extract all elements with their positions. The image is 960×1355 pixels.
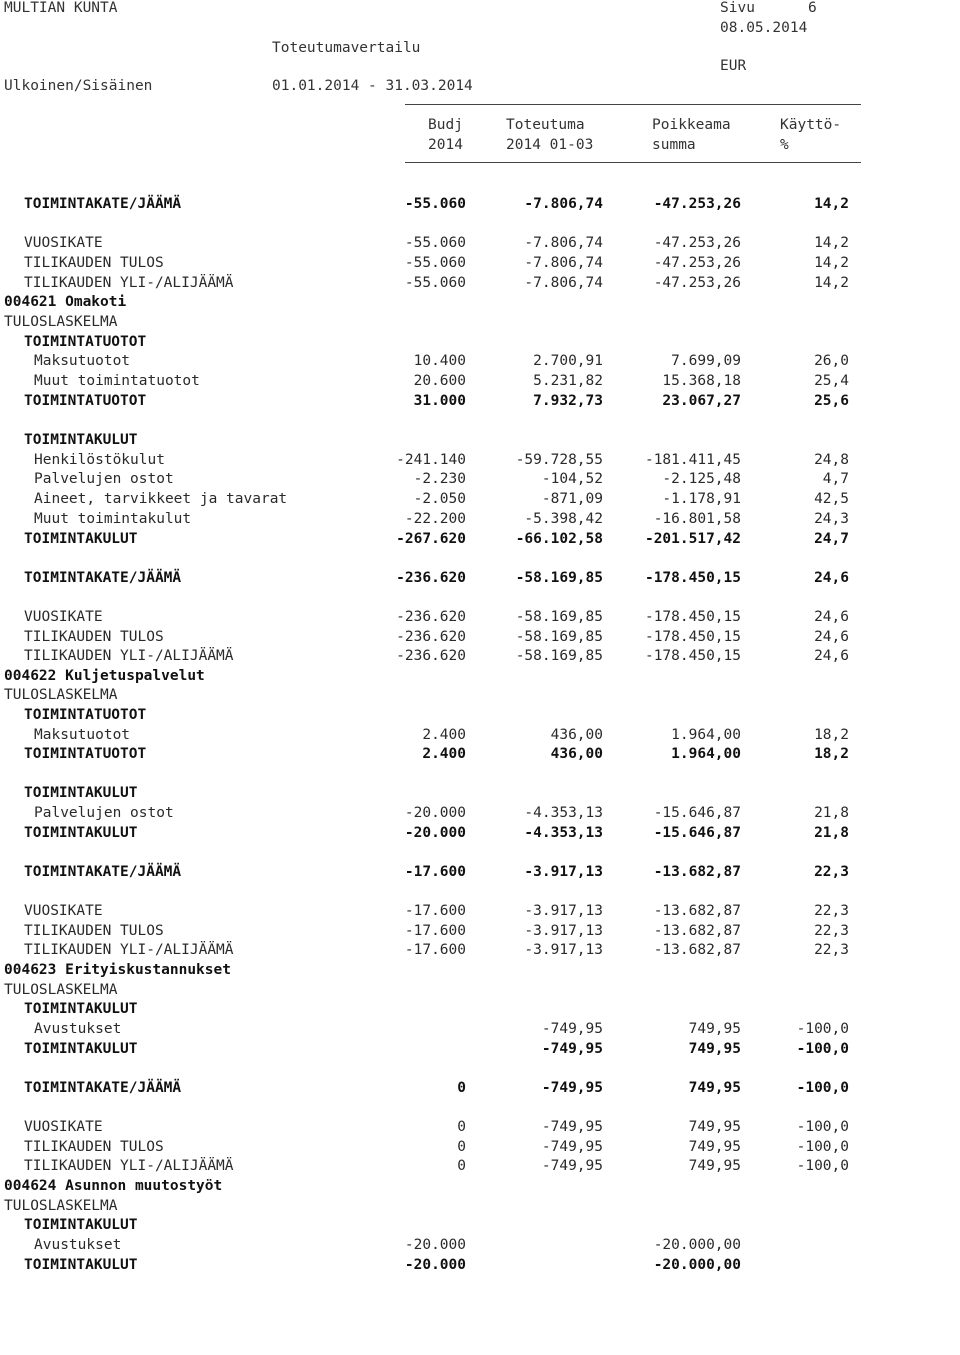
row-label: TOIMINTATUOTOT <box>24 707 147 723</box>
table-row <box>0 332 960 352</box>
row-label: 004622 Kuljetuspalvelut <box>4 668 205 684</box>
table-row <box>0 862 960 882</box>
cell-variance: 7.699,09 <box>671 353 741 369</box>
cell-actual: -5.398,42 <box>524 511 603 527</box>
cell-budget: -236.620 <box>396 570 466 586</box>
row-label: VUOSIKATE <box>24 235 103 251</box>
row-label: Aineet, tarvikkeet ja tavarat <box>34 491 288 507</box>
cell-budget: -236.620 <box>396 609 466 625</box>
cell-variance: -178.450,15 <box>644 609 741 625</box>
table-row <box>0 1255 960 1275</box>
column-header-usage: Käyttö- <box>780 117 842 133</box>
row-label: TOIMINTATUOTOT <box>24 334 147 350</box>
municipality-name: MULTIAN KUNTA <box>4 0 118 16</box>
cell-usage-pct: 14,2 <box>814 255 849 271</box>
cell-actual: -58.169,85 <box>515 629 603 645</box>
cell-budget: 0 <box>457 1119 466 1135</box>
table-row <box>0 940 960 960</box>
row-label: TILIKAUDEN TULOS <box>24 629 164 645</box>
cell-budget: -20.000 <box>404 1237 466 1253</box>
page-label: Sivu <box>720 0 755 16</box>
table-row <box>0 273 960 293</box>
cell-budget: -17.600 <box>404 923 466 939</box>
row-label: Maksutuotot <box>34 353 131 369</box>
cell-actual: -58.169,85 <box>515 609 603 625</box>
cell-usage-pct: 22,3 <box>814 903 849 919</box>
row-label: Palvelujen ostot <box>34 805 174 821</box>
cell-usage-pct: 14,2 <box>814 275 849 291</box>
row-label: TILIKAUDEN TULOS <box>24 255 164 271</box>
cell-usage-pct: 24,6 <box>814 609 849 625</box>
cell-budget: -20.000 <box>404 805 466 821</box>
cell-variance: 1.964,00 <box>671 727 741 743</box>
row-label: 004623 Erityiskustannukset <box>4 962 231 978</box>
table-row <box>0 233 960 253</box>
cell-budget: -17.600 <box>404 903 466 919</box>
table-row <box>0 627 960 647</box>
table-row <box>0 666 960 686</box>
row-label: TILIKAUDEN TULOS <box>24 1139 164 1155</box>
cell-budget: 0 <box>457 1080 466 1096</box>
cell-usage-pct: 4,7 <box>822 471 849 487</box>
row-label: VUOSIKATE <box>24 1119 103 1135</box>
row-label: VUOSIKATE <box>24 903 103 919</box>
cell-budget: -55.060 <box>404 255 466 271</box>
cell-usage-pct: 24,6 <box>814 629 849 645</box>
table-row <box>0 568 960 588</box>
table-row <box>0 529 960 549</box>
table-row <box>0 1156 960 1176</box>
cell-usage-pct: 26,0 <box>814 353 849 369</box>
cell-usage-pct: 21,8 <box>814 805 849 821</box>
table-row <box>0 783 960 803</box>
cell-usage-pct: -100,0 <box>796 1021 849 1037</box>
page-number: 6 <box>808 0 817 16</box>
table-row <box>0 960 960 980</box>
cell-variance: -20.000,00 <box>653 1257 741 1273</box>
row-label: TOIMINTAKULUT <box>24 531 138 547</box>
row-label: TILIKAUDEN YLI-/ALIJÄÄMÄ <box>24 648 234 664</box>
cell-actual: -58.169,85 <box>515 570 603 586</box>
table-row <box>0 253 960 273</box>
row-label: TOIMINTAKULUT <box>24 785 138 801</box>
cell-variance: -178.450,15 <box>644 629 741 645</box>
row-label: Maksutuotot <box>34 727 131 743</box>
cell-variance: -13.682,87 <box>653 942 741 958</box>
cell-actual: -749,95 <box>541 1119 603 1135</box>
table-row <box>0 509 960 529</box>
row-label: TOIMINTAKULUT <box>24 825 138 841</box>
column-header-actual: Toteutuma <box>506 117 585 133</box>
row-label: Avustukset <box>34 1237 122 1253</box>
cell-usage-pct: 22,3 <box>814 942 849 958</box>
table-row <box>0 450 960 470</box>
cell-budget: 2.400 <box>422 746 466 762</box>
cell-budget: -55.060 <box>404 275 466 291</box>
cell-variance: -13.682,87 <box>653 864 741 880</box>
cell-actual: -7.806,74 <box>524 275 603 291</box>
cell-usage-pct: -100,0 <box>796 1119 849 1135</box>
cell-variance: 749,95 <box>688 1080 741 1096</box>
cell-usage-pct: 24,6 <box>814 570 849 586</box>
row-label: TULOSLASKELMA <box>4 687 118 703</box>
cell-budget: -2.230 <box>413 471 466 487</box>
row-label: Muut toimintatuotot <box>34 373 200 389</box>
cell-actual: -4.353,13 <box>524 825 603 841</box>
cell-variance: 749,95 <box>688 1021 741 1037</box>
cell-actual: -7.806,74 <box>524 235 603 251</box>
cell-variance: 23.067,27 <box>662 393 741 409</box>
header-bottom-rule <box>405 162 861 163</box>
cell-usage-pct: 22,3 <box>814 923 849 939</box>
table-row <box>0 1196 960 1216</box>
cell-variance: -16.801,58 <box>653 511 741 527</box>
cell-variance: 1.964,00 <box>671 746 741 762</box>
row-label: TILIKAUDEN YLI-/ALIJÄÄMÄ <box>24 942 234 958</box>
column-header-budget-year: 2014 <box>428 137 463 153</box>
cell-usage-pct: -100,0 <box>796 1080 849 1096</box>
column-header-variance-sum: summa <box>652 137 696 153</box>
cell-usage-pct: 24,7 <box>814 531 849 547</box>
cell-variance: 749,95 <box>688 1139 741 1155</box>
cell-actual: -749,95 <box>541 1041 603 1057</box>
report-title: Toteutumavertailu <box>272 40 421 56</box>
table-row <box>0 705 960 725</box>
row-label: TOIMINTATUOTOT <box>24 746 147 762</box>
table-row <box>0 391 960 411</box>
cell-usage-pct: 14,2 <box>814 235 849 251</box>
table-row <box>0 607 960 627</box>
row-label: TULOSLASKELMA <box>4 982 118 998</box>
row-label: Avustukset <box>34 1021 122 1037</box>
cell-usage-pct: 21,8 <box>814 825 849 841</box>
cell-actual: -3.917,13 <box>524 942 603 958</box>
row-label: VUOSIKATE <box>24 609 103 625</box>
row-label: Palvelujen ostot <box>34 471 174 487</box>
row-label: TOIMINTAKATE/JÄÄMÄ <box>24 864 182 880</box>
cell-variance: -13.682,87 <box>653 903 741 919</box>
cell-usage-pct: 18,2 <box>814 746 849 762</box>
cell-actual: -3.917,13 <box>524 864 603 880</box>
row-label: 004621 Omakoti <box>4 294 127 310</box>
cell-usage-pct: 24,8 <box>814 452 849 468</box>
table-row <box>0 725 960 745</box>
cell-actual: -104,52 <box>541 471 603 487</box>
cell-actual: -749,95 <box>541 1158 603 1174</box>
cell-variance: -15.646,87 <box>653 825 741 841</box>
cell-budget: -236.620 <box>396 629 466 645</box>
cell-budget: -20.000 <box>404 1257 466 1273</box>
cell-variance: -13.682,87 <box>653 923 741 939</box>
cell-variance: -47.253,26 <box>653 196 741 212</box>
table-row <box>0 1039 960 1059</box>
cell-actual: 436,00 <box>550 727 603 743</box>
row-label: TOIMINTAKATE/JÄÄMÄ <box>24 196 182 212</box>
table-row <box>0 194 960 214</box>
currency-label: EUR <box>720 58 747 74</box>
header-top-rule <box>405 104 861 105</box>
cell-actual: -3.917,13 <box>524 923 603 939</box>
table-row <box>0 430 960 450</box>
cell-usage-pct: -100,0 <box>796 1041 849 1057</box>
cell-usage-pct: 22,3 <box>814 864 849 880</box>
cell-actual: 2.700,91 <box>533 353 603 369</box>
cell-variance: -2.125,48 <box>662 471 741 487</box>
report-scope: Ulkoinen/Sisäinen <box>4 78 153 94</box>
row-label: TILIKAUDEN YLI-/ALIJÄÄMÄ <box>24 1158 234 1174</box>
cell-budget: -17.600 <box>404 864 466 880</box>
row-label: TULOSLASKELMA <box>4 1198 118 1214</box>
row-label: TOIMINTAKULUT <box>24 1257 138 1273</box>
row-label: TOIMINTAKULUT <box>24 1041 138 1057</box>
cell-variance: -47.253,26 <box>653 235 741 251</box>
row-label: TOIMINTATUOTOT <box>24 393 147 409</box>
cell-usage-pct: 25,4 <box>814 373 849 389</box>
cell-actual: -749,95 <box>541 1021 603 1037</box>
cell-usage-pct: 18,2 <box>814 727 849 743</box>
row-label: TILIKAUDEN TULOS <box>24 923 164 939</box>
table-row <box>0 312 960 332</box>
table-row <box>0 823 960 843</box>
table-row <box>0 685 960 705</box>
cell-variance: -181.411,45 <box>644 452 741 468</box>
report-period: 01.01.2014 - 31.03.2014 <box>272 78 473 94</box>
cell-variance: 15.368,18 <box>662 373 741 389</box>
cell-variance: -47.253,26 <box>653 255 741 271</box>
cell-usage-pct: 24,3 <box>814 511 849 527</box>
table-row <box>0 921 960 941</box>
row-label: TOIMINTAKULUT <box>24 432 138 448</box>
table-row <box>0 980 960 1000</box>
cell-actual: -7.806,74 <box>524 255 603 271</box>
cell-budget: -22.200 <box>404 511 466 527</box>
cell-usage-pct: 24,6 <box>814 648 849 664</box>
cell-actual: 5.231,82 <box>533 373 603 389</box>
cell-budget: -17.600 <box>404 942 466 958</box>
cell-usage-pct: 14,2 <box>814 196 849 212</box>
row-label: TULOSLASKELMA <box>4 314 118 330</box>
cell-actual: -59.728,55 <box>515 452 603 468</box>
cell-budget: -55.060 <box>404 235 466 251</box>
cell-budget: -2.050 <box>413 491 466 507</box>
cell-actual: -871,09 <box>541 491 603 507</box>
cell-budget: -55.060 <box>404 196 466 212</box>
row-label: TOIMINTAKULUT <box>24 1001 138 1017</box>
cell-variance: 749,95 <box>688 1041 741 1057</box>
table-row <box>0 1019 960 1039</box>
row-label: Muut toimintakulut <box>34 511 192 527</box>
row-label: Henkilöstökulut <box>34 452 165 468</box>
cell-usage-pct: -100,0 <box>796 1139 849 1155</box>
cell-variance: 749,95 <box>688 1158 741 1174</box>
cell-budget: -267.620 <box>396 531 466 547</box>
cell-budget: 31.000 <box>413 393 466 409</box>
cell-actual: 436,00 <box>550 746 603 762</box>
cell-variance: -47.253,26 <box>653 275 741 291</box>
table-row <box>0 1137 960 1157</box>
cell-variance: -1.178,91 <box>662 491 741 507</box>
cell-variance: -178.450,15 <box>644 648 741 664</box>
cell-variance: 749,95 <box>688 1119 741 1135</box>
table-row <box>0 371 960 391</box>
table-row <box>0 1078 960 1098</box>
table-row <box>0 744 960 764</box>
cell-budget: 2.400 <box>422 727 466 743</box>
table-row <box>0 1117 960 1137</box>
cell-usage-pct: 25,6 <box>814 393 849 409</box>
print-date: 08.05.2014 <box>720 20 808 36</box>
column-header-variance: Poikkeama <box>652 117 731 133</box>
cell-actual: -58.169,85 <box>515 648 603 664</box>
cell-budget: -241.140 <box>396 452 466 468</box>
table-row <box>0 1215 960 1235</box>
table-row <box>0 999 960 1019</box>
table-row <box>0 292 960 312</box>
cell-usage-pct: 42,5 <box>814 491 849 507</box>
cell-actual: -749,95 <box>541 1080 603 1096</box>
cell-budget: -236.620 <box>396 648 466 664</box>
table-row <box>0 351 960 371</box>
cell-budget: 20.600 <box>413 373 466 389</box>
column-header-usage-pct: % <box>780 137 789 153</box>
cell-actual: -7.806,74 <box>524 196 603 212</box>
table-row <box>0 1176 960 1196</box>
cell-actual: -3.917,13 <box>524 903 603 919</box>
column-header-budget: Budj <box>428 117 463 133</box>
cell-actual: -4.353,13 <box>524 805 603 821</box>
cell-actual: -749,95 <box>541 1139 603 1155</box>
row-label: TILIKAUDEN YLI-/ALIJÄÄMÄ <box>24 275 234 291</box>
cell-usage-pct: -100,0 <box>796 1158 849 1174</box>
cell-budget: -20.000 <box>404 825 466 841</box>
cell-budget: 0 <box>457 1139 466 1155</box>
table-row <box>0 646 960 666</box>
table-row <box>0 469 960 489</box>
column-header-actual-period: 2014 01-03 <box>506 137 594 153</box>
cell-budget: 0 <box>457 1158 466 1174</box>
cell-variance: -201.517,42 <box>644 531 741 547</box>
table-row <box>0 803 960 823</box>
table-row <box>0 489 960 509</box>
cell-variance: -178.450,15 <box>644 570 741 586</box>
cell-actual: 7.932,73 <box>533 393 603 409</box>
cell-actual: -66.102,58 <box>515 531 603 547</box>
cell-budget: 10.400 <box>413 353 466 369</box>
table-row <box>0 1235 960 1255</box>
row-label: TOIMINTAKATE/JÄÄMÄ <box>24 1080 182 1096</box>
cell-variance: -20.000,00 <box>653 1237 741 1253</box>
row-label: TOIMINTAKULUT <box>24 1217 138 1233</box>
row-label: 004624 Asunnon muutostyöt <box>4 1178 223 1194</box>
cell-variance: -15.646,87 <box>653 805 741 821</box>
table-row <box>0 901 960 921</box>
row-label: TOIMINTAKATE/JÄÄMÄ <box>24 570 182 586</box>
